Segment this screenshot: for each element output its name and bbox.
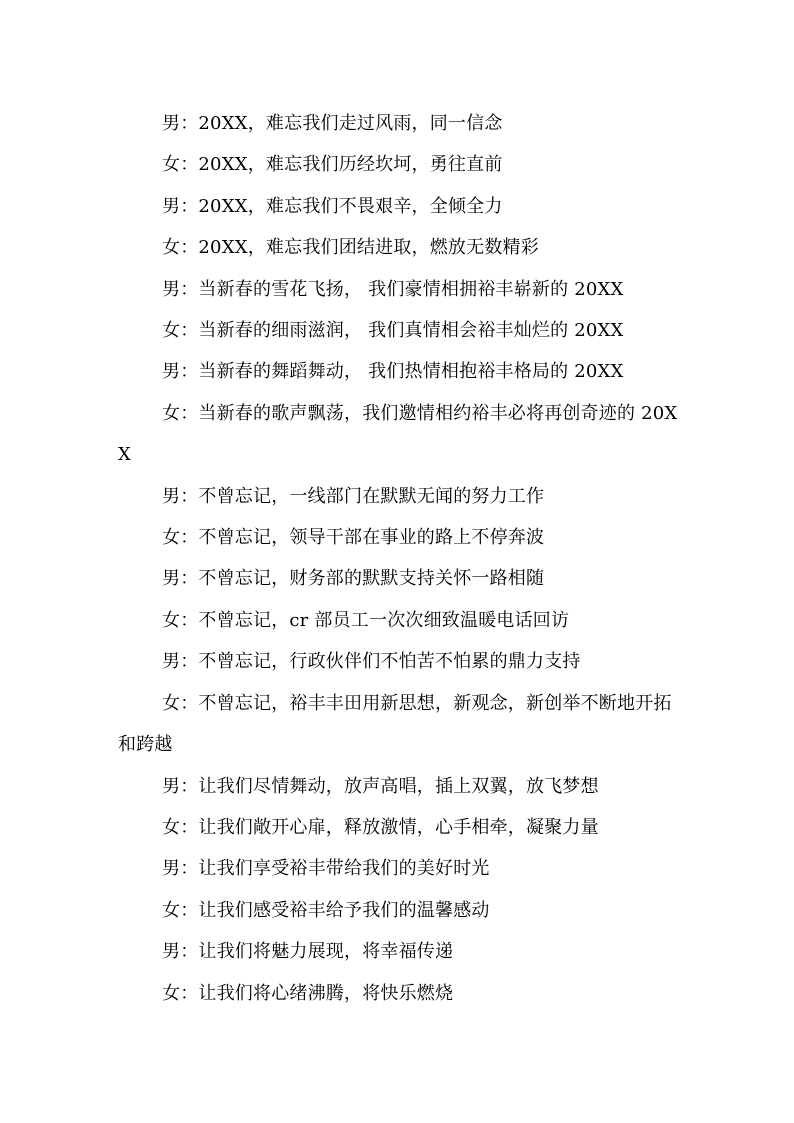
- dialogue-line-07: 男：当新春的舞蹈舞动， 我们热情相抱裕丰格局的 20XX: [162, 361, 624, 383]
- dialogue-line-17: 男：让我们享受裕丰带给我们的美好时光: [162, 858, 490, 880]
- dialogue-line-20: 女：让我们将心绪沸腾，将快乐燃烧: [162, 982, 454, 1004]
- dialogue-line-18: 女：让我们感受裕丰给予我们的温馨感动: [162, 899, 490, 921]
- dialogue-line-08: 女：当新春的歌声飘荡，我们邀情相约裕丰必将再创奇迹的 20XX: [118, 402, 678, 466]
- dialogue-line-09: 男：不曾忘记，一线部门在默默无闻的努力工作: [162, 485, 545, 507]
- dialogue-line-16: 女：让我们敞开心扉，释放激情，心手相牵，凝聚力量: [162, 816, 599, 838]
- dialogue-line-13: 男：不曾忘记，行政伙伴们不怕苦不怕累的鼎力支持: [162, 651, 581, 673]
- dialogue-line-01: 男：20XX，难忘我们走过风雨，同一信念: [162, 113, 503, 134]
- dialogue-line-05: 男：当新春的雪花飞扬， 我们豪情相拥裕丰崭新的 20XX: [162, 278, 624, 300]
- document-body: [118, 103, 678, 1014]
- dialogue-line-02: 女：20XX，难忘我们历经坎坷，勇往直前: [162, 154, 503, 176]
- dialogue-line-15: 男：让我们尽情舞动，放声高唱，插上双翼，放飞梦想: [162, 775, 599, 797]
- dialogue-line-14: 女：不曾忘记，裕丰丰田用新思想，新观念，新创举不断地开拓和跨越: [118, 692, 672, 756]
- dialogue-line-19: 男：让我们将魅力展现，将幸福传递: [162, 941, 454, 963]
- dialogue-line-06: 女：当新春的细雨滋润， 我们真情相会裕丰灿烂的 20XX: [162, 320, 624, 342]
- dialogue-line-10: 女：不曾忘记，领导干部在事业的路上不停奔波: [162, 527, 545, 549]
- dialogue-line-03: 男：20XX，难忘我们不畏艰辛，全倾全力: [162, 195, 503, 217]
- dialogue-line-04: 女：20XX，难忘我们团结进取，燃放无数精彩: [162, 237, 539, 259]
- dialogue-line-11: 男：不曾忘记，财务部的默默支持关怀一路相随: [162, 568, 545, 590]
- dialogue-line-12: 女：不曾忘记，cr 部员工一次次细致温暖电话回访: [162, 609, 570, 631]
